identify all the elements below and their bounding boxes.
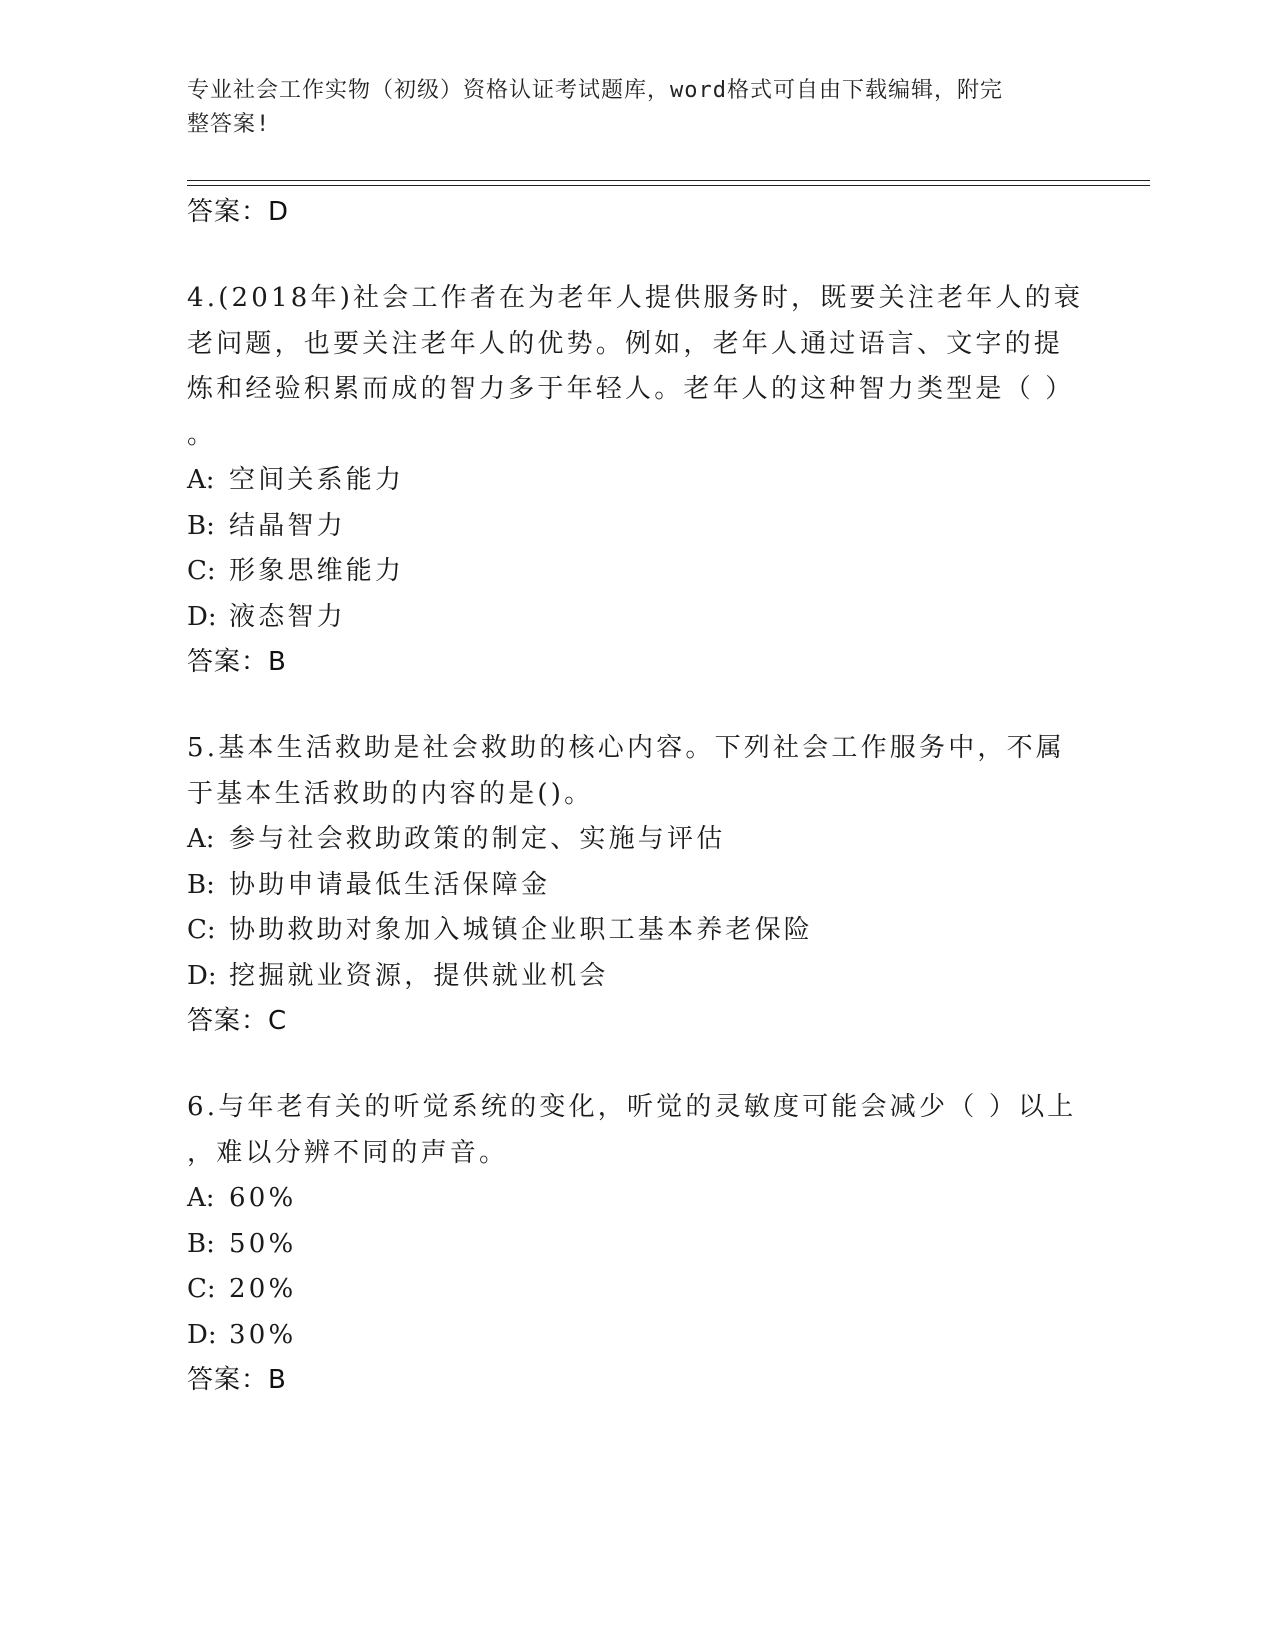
question-6 — [187, 1085, 1087, 1402]
question-content — [187, 190, 1087, 1402]
page-header — [187, 74, 1067, 142]
header-line-1: 专业社会工作实物（初级）资格认证考试题库，word格式可自由下载编辑，附完 — [187, 78, 1003, 103]
header-rule-bottom — [187, 185, 1150, 186]
option-a: A: 参与社会救助政策的制定、实施与评估 — [187, 824, 726, 854]
answer: 答案：B — [187, 647, 287, 677]
header-line-2: 整答案! — [187, 112, 271, 137]
question-text: 4.(2018年)社会工作者在为老年人提供服务时，既要关注老年人的衰 老问题，也要关注老年人的优势。例如，老年人通过语言、文字的提 炼和经验积累而成的智力多于年轻人。老年人的这种智力类型是（ ） 。 — [187, 283, 1084, 450]
question-4 — [187, 276, 1087, 684]
answer: 答案：C — [187, 1006, 288, 1036]
question-5 — [187, 726, 1087, 1043]
option-b: B: 协助申请最低生活保障金 — [187, 869, 551, 900]
option-d: D: 30% — [187, 1319, 297, 1350]
option-c: C: 协助救助对象加入城镇企业职工基本养老保险 — [187, 915, 814, 945]
question-text: 6.与年老有关的听觉系统的变化，听觉的灵敏度可能会减少（ ）以上 ，难以分辨不同的声音。 — [187, 1092, 1077, 1168]
option-d: D: 挖掘就业资源，提供就业机会 — [187, 960, 609, 991]
option-c: C: 形象思维能力 — [187, 556, 405, 586]
question-text: 5.基本生活救助是社会救助的核心内容。下列社会工作服务中，不属 于基本生活救助的内容的是()。 — [187, 733, 1066, 809]
option-a: A: 60% — [187, 1183, 297, 1213]
option-b: B: 结晶智力 — [187, 510, 346, 541]
option-a: A: 空间关系能力 — [187, 465, 405, 495]
option-c: C: 20% — [187, 1274, 297, 1304]
header-rule-top — [187, 180, 1150, 181]
answer: 答案：B — [187, 1365, 287, 1395]
option-d: D: 液态智力 — [187, 601, 346, 632]
option-b: B: 50% — [187, 1228, 297, 1259]
previous-answer: 答案：D — [187, 197, 290, 227]
